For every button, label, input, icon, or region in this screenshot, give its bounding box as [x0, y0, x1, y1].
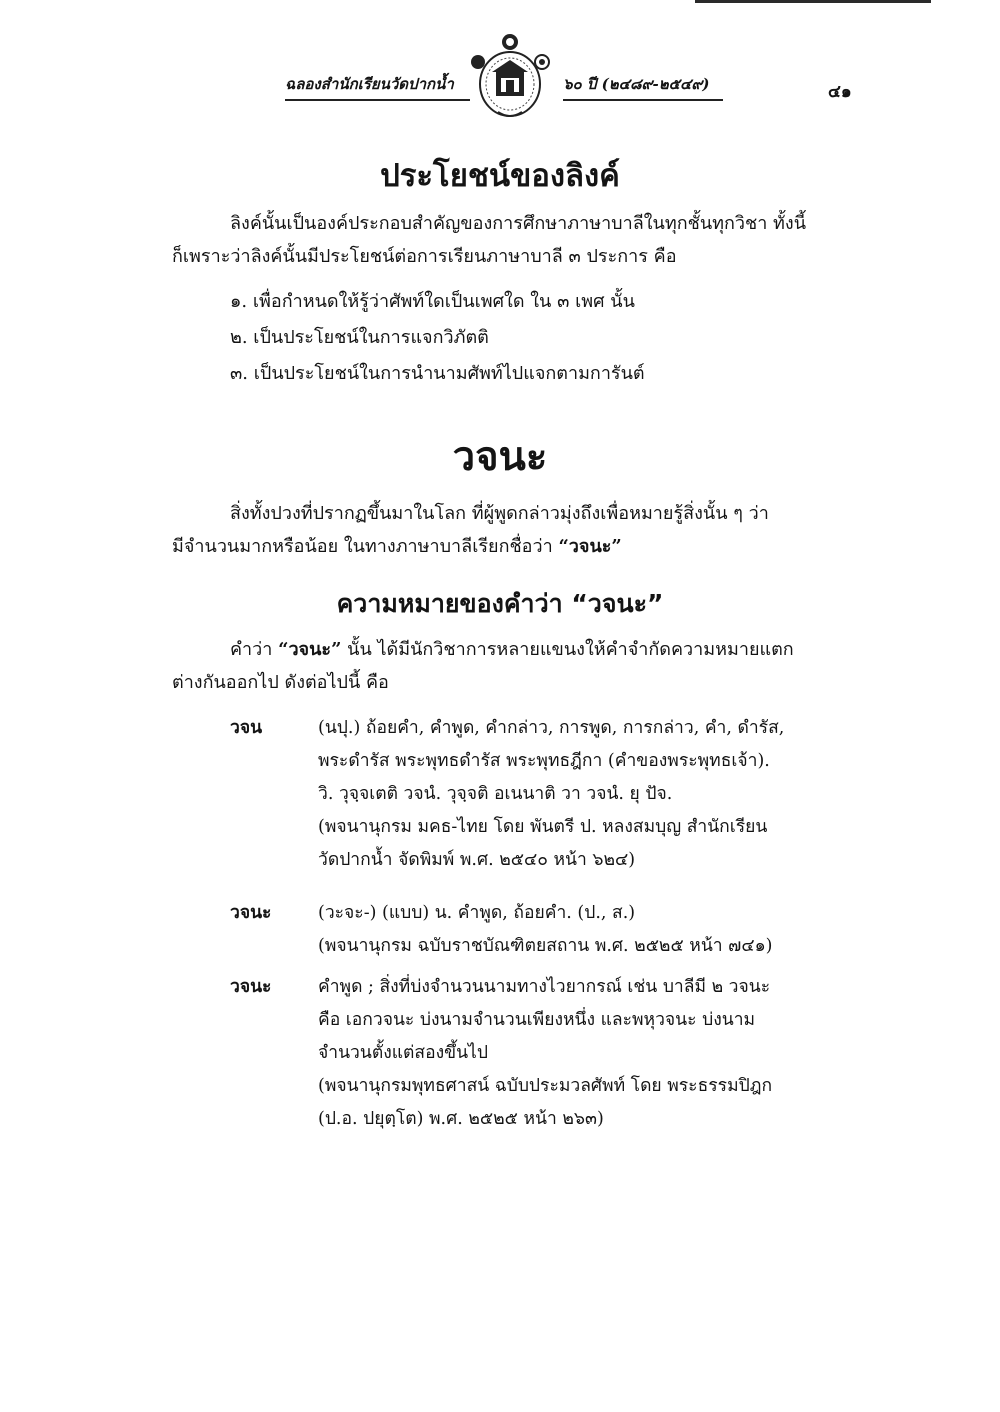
definition-line: จำนวนตั้งแต่สองขึ้นไป [318, 1043, 488, 1063]
definition-line: (พจนานุกรมพุทธศาสน์ ฉบับประมวลศัพท์ โดย พระธรรมปิฎก [318, 1076, 773, 1096]
definitions-list [230, 712, 852, 1136]
definition-entry [230, 971, 852, 1136]
definition-line: (ป.อ. ปยุตฺโต) พ.ศ. ๒๕๒๕ หน้า ๒๖๓) [318, 1109, 604, 1129]
definition-entry [230, 712, 852, 897]
paragraph-line: ลิงค์นั้นเป็นองค์ประกอบสำคัญของการศึกษาภาษาบาลีในทุกชั้นทุกวิชา ทั้งนี้ [230, 213, 806, 234]
list-item: ๑. เพื่อกำหนดให้รู้ว่าศัพท์ใดเป็นเพศใด ใน ๓ เพศ นั้น [230, 291, 635, 312]
definition-line: คือ เอกวจนะ บ่งนามจำนวนเพียงหนึ่ง และพหุวจนะ บ่งนาม [318, 1010, 756, 1030]
paragraph-line [172, 633, 852, 666]
emphasized-term: “วจนะ” [558, 536, 622, 557]
definition-line: (วะจะ-) (แบบ) น. คำพูด, ถ้อยคำ. (ป., ส.) [318, 903, 636, 923]
paragraph-line [172, 530, 852, 563]
paragraph-text: มีจำนวนมากหรือน้อย ในทางภาษาบาลีเรียกชื่อว่า [172, 536, 559, 557]
header-left-title: ฉลองสำนักเรียนวัดปากน้ำ [285, 72, 470, 101]
definition-term: วจนะ [230, 977, 272, 997]
vacana-intro-paragraph [172, 497, 852, 563]
definition-body [318, 897, 852, 963]
definition-line: (นปุ.) ถ้อยคำ, คำพูด, คำกล่าว, การพูด, การกล่าว, คำ, ดำรัส, [318, 718, 785, 738]
definition-body [318, 712, 852, 877]
definition-term: วจน [230, 718, 263, 738]
temple-seal-emblem [468, 32, 552, 122]
benefits-list [230, 284, 850, 392]
paragraph-text: นั้น ได้มีนักวิชาการหลายแขนงให้คำจำกัดความหมายแตก [341, 639, 794, 660]
page-number: ๔๑ [828, 82, 852, 102]
definition-term: วจนะ [230, 903, 272, 923]
definition-line: (พจนานุกรม มคธ-ไทย โดย พันตรี ป. หลงสมบุญ สำนักเรียน [318, 817, 768, 837]
section-title-benefits-of-gender: ประโยชน์ของลิงค์ [380, 158, 620, 194]
meaning-intro-paragraph [172, 633, 852, 699]
definition-body [318, 971, 852, 1136]
list-item: ๒. เป็นประโยชน์ในการแจกวิภัตติ [230, 327, 489, 348]
top-edge-line [695, 0, 931, 3]
definition-line: วัดปากน้ำ จัดพิมพ์ พ.ศ. ๒๕๔๐ หน้า ๖๒๔) [318, 850, 636, 870]
benefits-intro-paragraph [172, 207, 852, 273]
definition-line: (พจนานุกรม ฉบับราชบัณฑิตยสถาน พ.ศ. ๒๕๒๕ หน้า ๗๔๑) [318, 936, 773, 956]
definition-line: พระดำรัส พระพุทธดำรัส พระพุทธฎีกา (คำของพระพุทธเจ้า). [318, 751, 770, 771]
emphasized-term: “วจนะ” [278, 639, 342, 660]
list-item: ๓. เป็นประโยชน์ในการนำนามศัพท์ไปแจกตามการันต์ [230, 363, 645, 384]
header-right-title: ๖๐ ปี (๒๔๘๙-๒๕๔๙) [563, 72, 723, 101]
section-title-vacana: วจนะ [452, 434, 548, 480]
paragraph-line: ก็เพราะว่าลิงค์นั้นมีประโยชน์ต่อการเรียนภาษาบาลี ๓ ประการ คือ [172, 246, 677, 267]
definition-line: คำพูด ; สิ่งที่บ่งจำนวนนามทางไวยากรณ์ เช่น บาลีมี ๒ วจนะ [318, 977, 771, 997]
paragraph-line: สิ่งทั้งปวงที่ปรากฏขึ้นมาในโลก ที่ผู้พูดกล่าวมุ่งถึงเพื่อหมายรู้สิ่งนั้น ๆ ว่า [230, 503, 769, 524]
section-title-meaning-of-vacana: ความหมายของคำว่า “วจนะ” [336, 589, 664, 618]
paragraph-line: ต่างกันออกไป ดังต่อไปนี้ คือ [172, 672, 389, 693]
paragraph-text: คำว่า [230, 639, 279, 660]
definition-entry [230, 897, 852, 965]
definition-line: วิ. วุจฺจเตติ วจนํ. วุจฺจติ อเนนาติ วา วจนํ. ยุ ปัจ. [318, 784, 673, 804]
